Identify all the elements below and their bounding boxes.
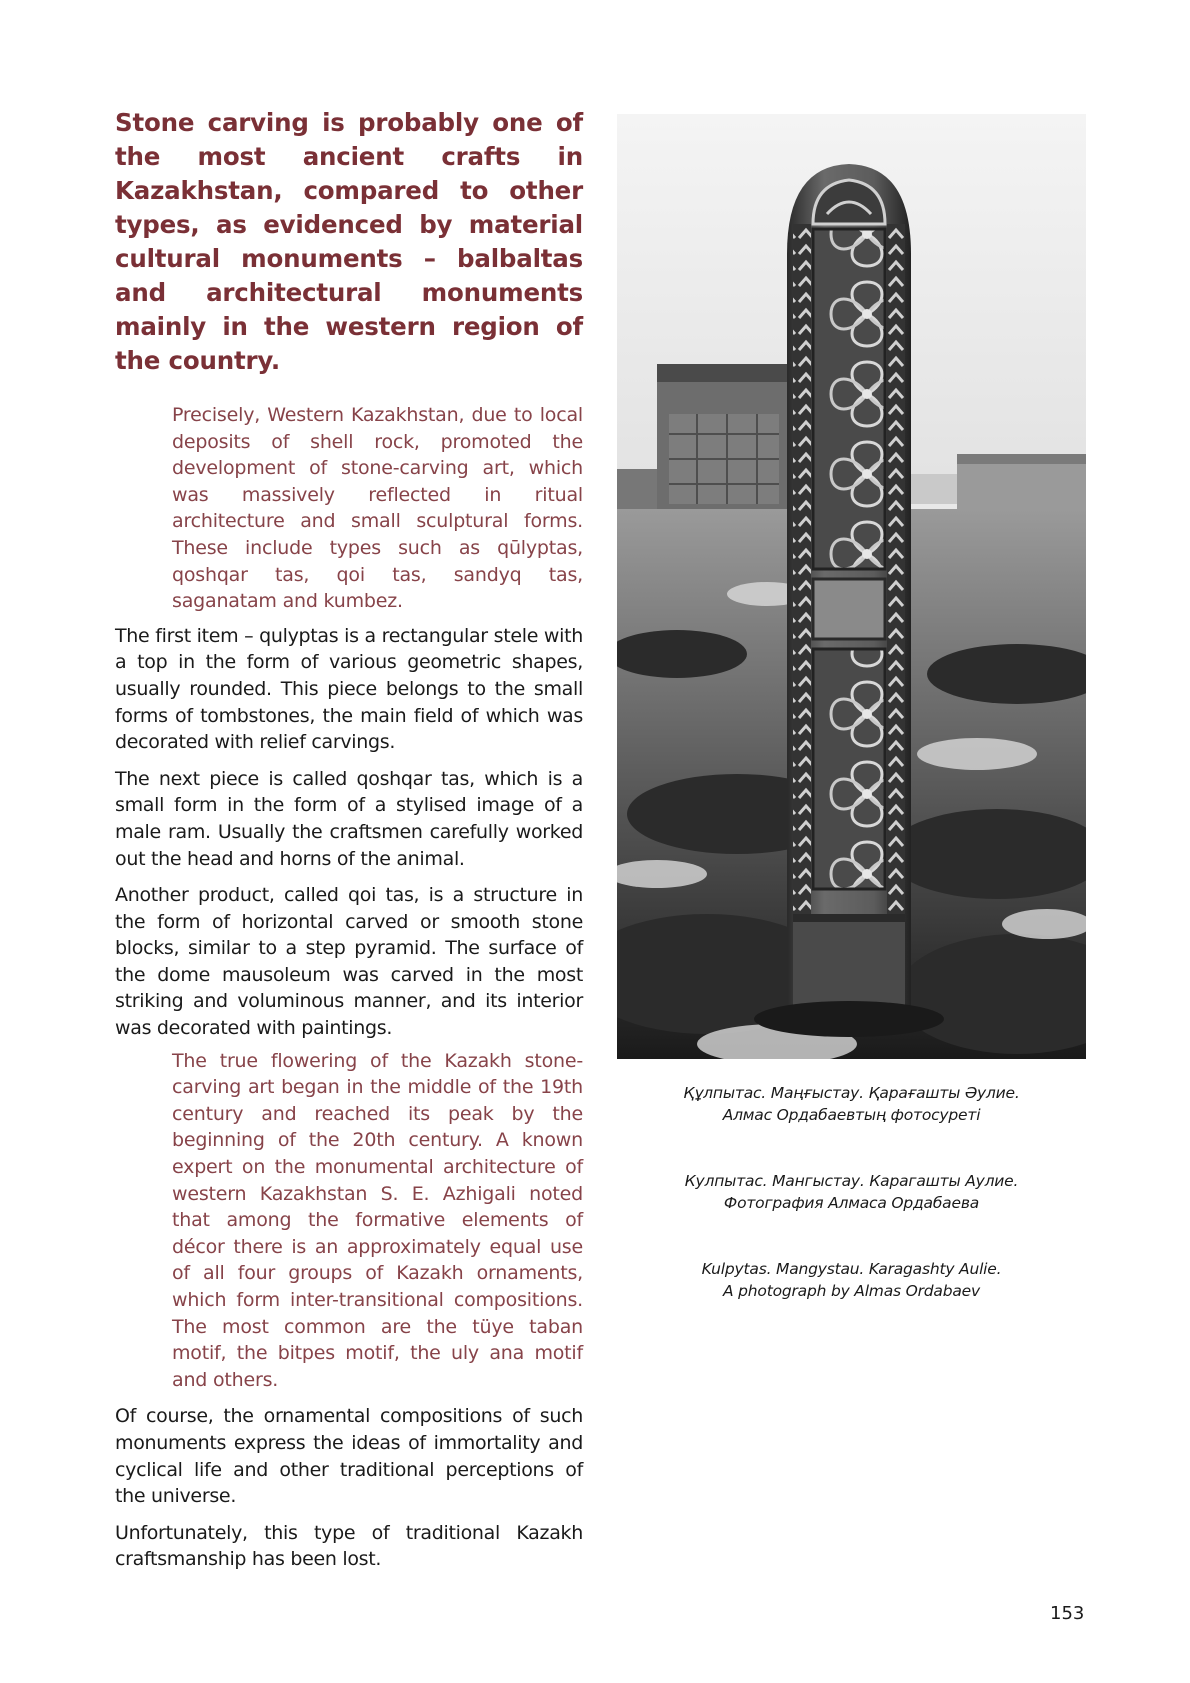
lead-paragraph: Stone carving is probably one of the most ancient crafts in Kazakhstan, compared to other types, as evidenced by material cultural monuments – balbaltas and architectural monuments mainly in the western region of the country. — [115, 108, 583, 375]
caption-kazakh — [617, 1082, 1086, 1126]
highlight-paragraph-2: The true flowering of the Kazakh stone-carving art began in the middle of the 19th century and reached its peak by the beginning of the 20th century. A known expert on the monumental architecture of western Kazakhstan S. E. Azhigali noted that among the formative elements of décor there is an approximately equal use of all four groups of Kazakh ornaments, which form inter-transitional compositions. The most common are the tüye taban motif, the bitpes motif, the uly ana motif and others. — [172, 1049, 583, 1391]
body-paragraph-1: The first item – qulyptas is a rectangular stele with a top in the form of various geometric shapes, usually rounded. This piece belongs to the small forms of tombstones, the main field of which was decorated with relief carvings. — [115, 624, 583, 754]
highlight-paragraph-1: Precisely, Western Kazakhstan, due to local deposits of shell rock, promoted the development of stone-carving art, which was massively reflected in ritual architecture and small sculptural forms. These include types such as qūlyptas, qoshqar tas, qoi tas, sandyq tas, saganatam and kumbez. — [172, 404, 583, 613]
caption-english — [617, 1258, 1086, 1302]
body-paragraph-3: Another product, called qoi tas, is a structure in the form of horizontal carved or smooth stone blocks, similar to a step pyramid. The surface of the dome mausoleum was carved in the most striking and voluminous manner, and its interior was decorated with paintings. — [115, 884, 583, 1040]
caption-russian — [617, 1170, 1086, 1214]
body-paragraph-4: Of course, the ornamental compositions of such monuments express the ideas of immortality and cyclical life and other traditional perceptions of the universe. — [115, 1405, 583, 1508]
main-text-column — [115, 106, 583, 1583]
kulpytas-stele-image — [617, 114, 1086, 1059]
tombstone-photo — [617, 114, 1086, 1059]
caption-english-line-2: A photograph by Almas Ordabaev — [723, 1282, 980, 1300]
caption-russian-line-1: Кулпытас. Мангыстау. Карагашты Аулие. — [684, 1172, 1019, 1190]
body-paragraph-5: Unfortunately, this type of traditional Kazakh craftsmanship has been lost. — [115, 1521, 583, 1571]
body-paragraph-2: The next piece is called qoshqar tas, which is a small form in the form of a stylised image of a male ram. Usually the craftsmen carefully worked out the head and horns of the animal. — [115, 767, 583, 870]
caption-english-line-1: Kulpytas. Mangystau. Karagashty Aulie. — [701, 1260, 1002, 1278]
caption-kazakh-line-2: Алмас Ордабаевтың фотосуреті — [722, 1106, 981, 1124]
page-number: 153 — [1050, 1603, 1085, 1624]
caption-russian-line-2: Фотография Алмаса Ордабаева — [723, 1194, 980, 1212]
caption-kazakh-line-1: Құлпытас. Маңғыстау. Қарағашты Әулие. — [683, 1084, 1020, 1102]
